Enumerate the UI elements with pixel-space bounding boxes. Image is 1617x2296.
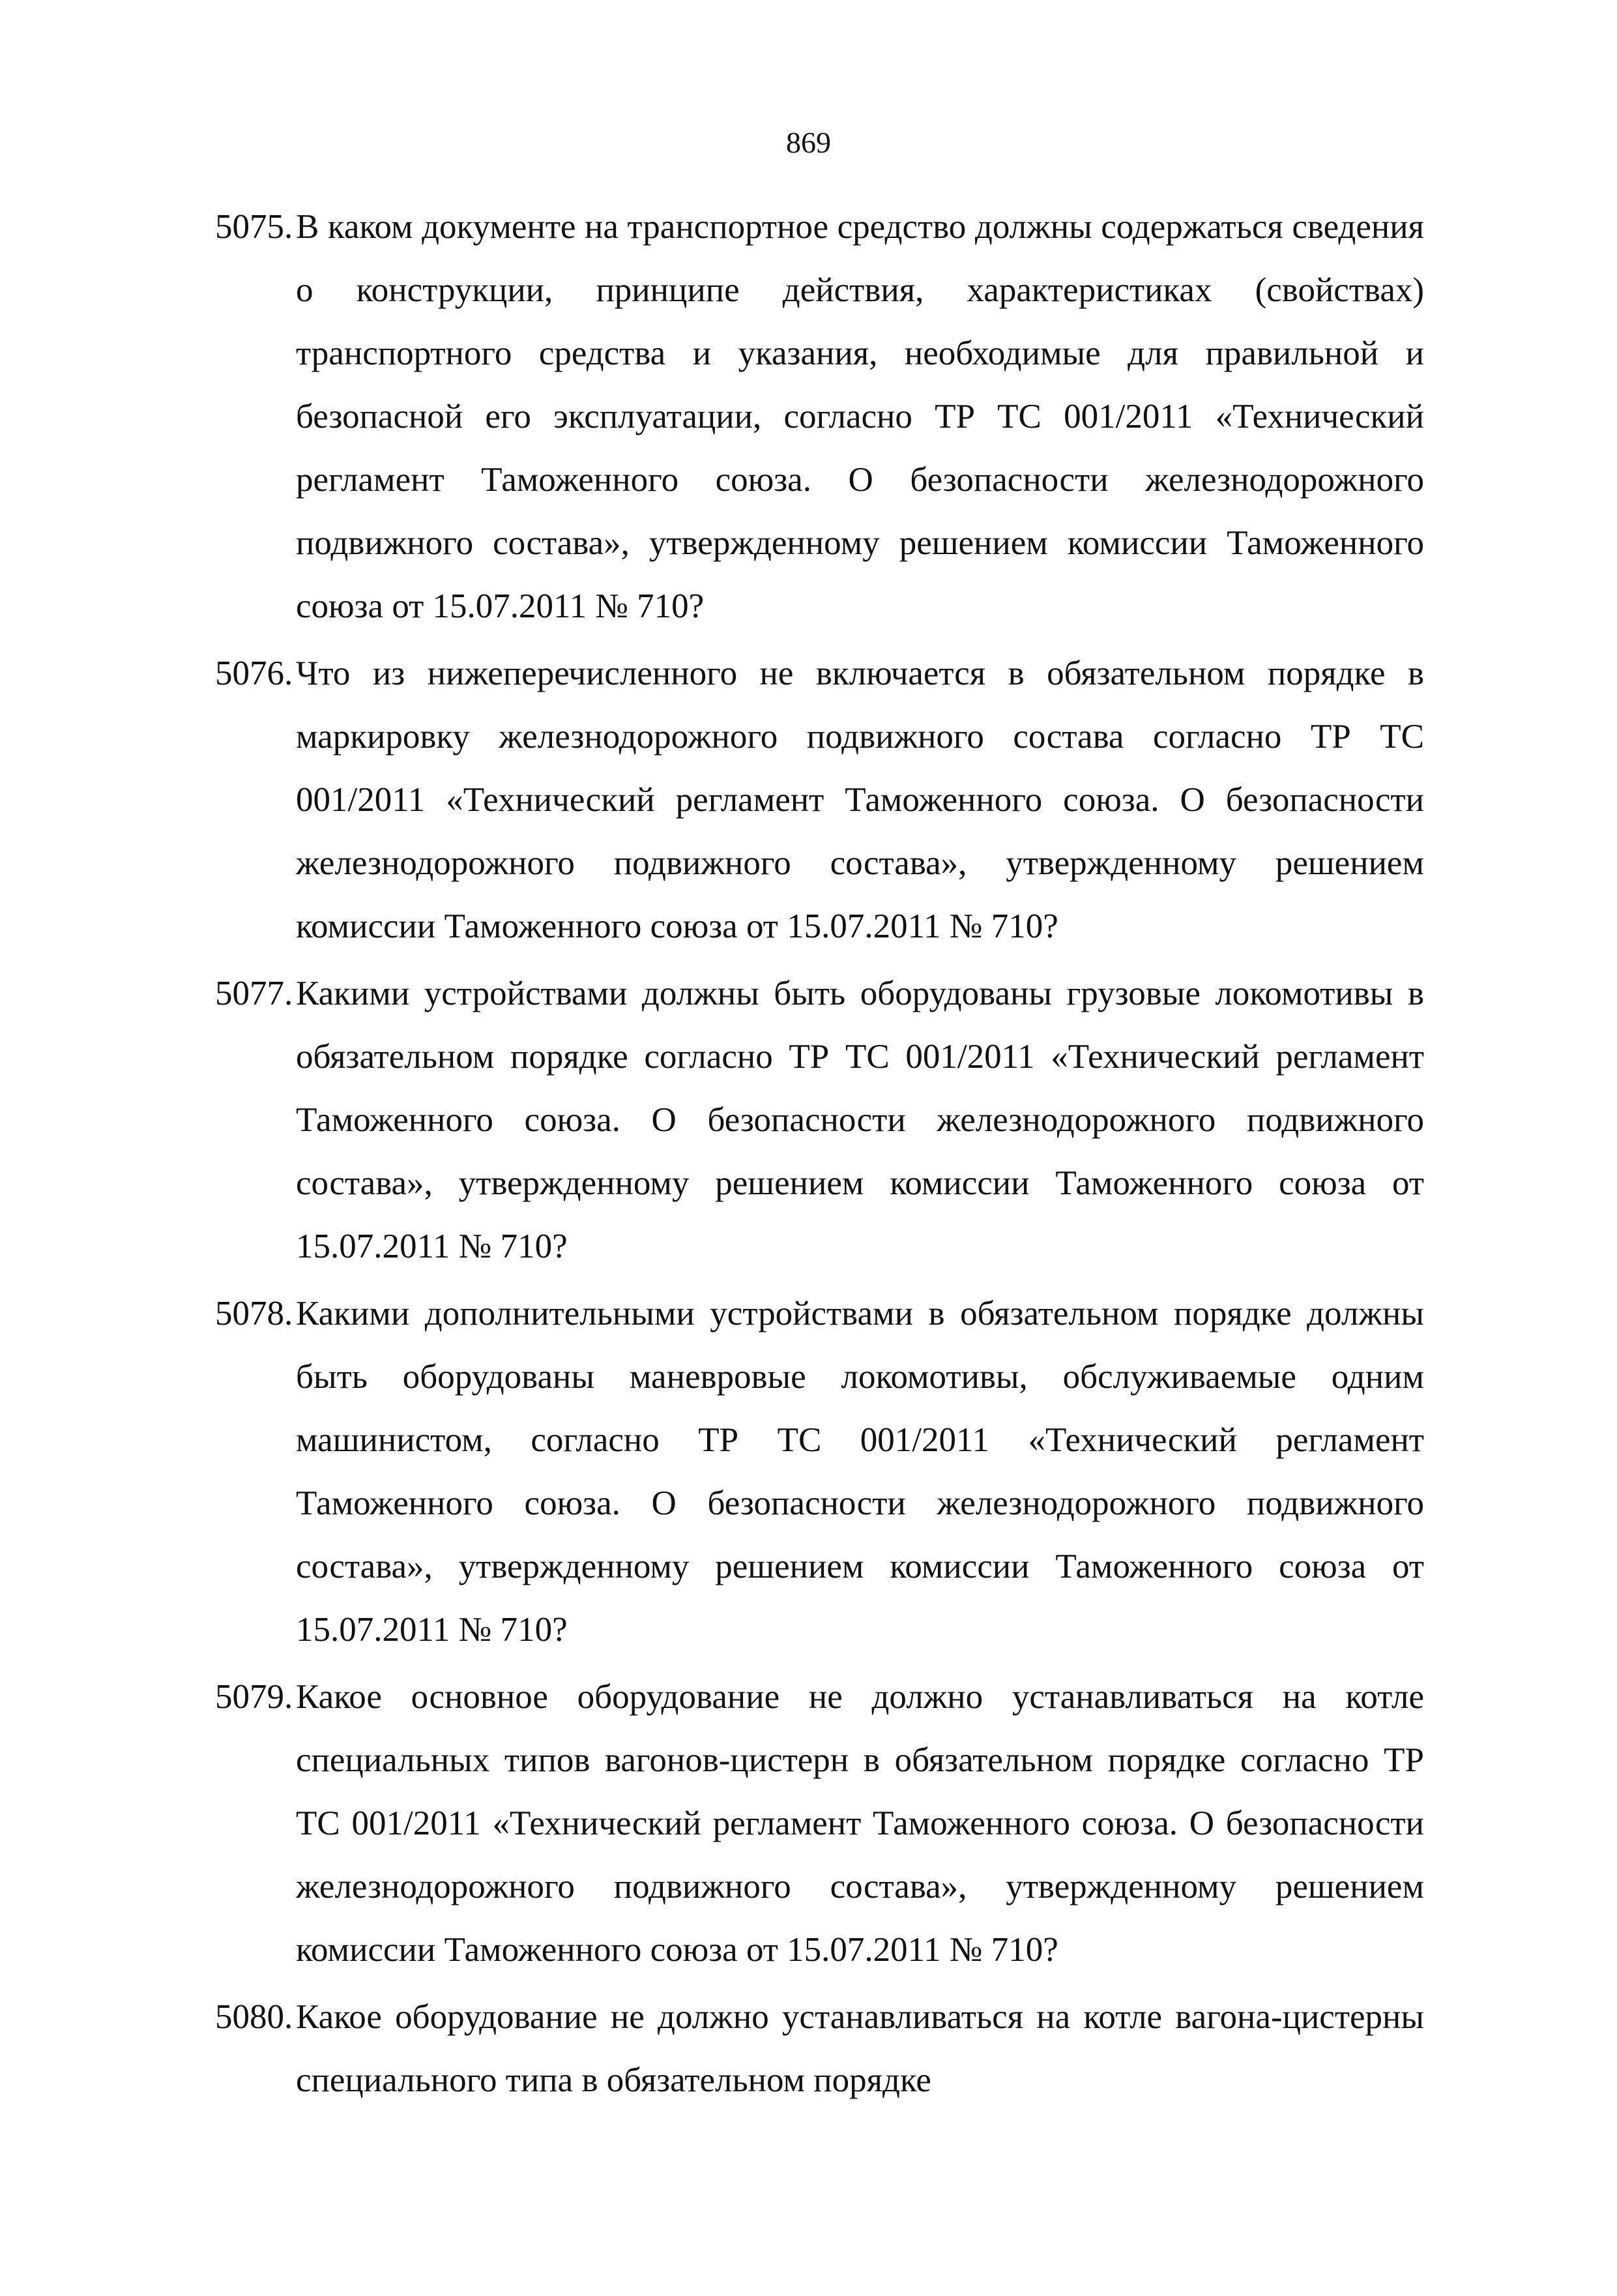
question-text: Какое основное оборудование не должно устанавливаться на котле специальных типов вагонов-цистерн в обязательном порядке согласно ТР ТС 001/2011 «Технический регламент Таможенного союза. О безопасности железнодорожного подвижного состава», утвержденному решением комиссии Таможенного союза от 15.07.2011 № 710? bbox=[296, 1678, 1424, 1969]
question-item bbox=[215, 1282, 1424, 1662]
question-number: 5076. bbox=[215, 655, 293, 692]
question-text: В каком документе на транспортное средство должны содержаться сведения о конструкции, принципе действия, характеристиках (свойствах) транспортного средства и указания, необходимые для правильной и безопасной его эксплуатации, согласно ТР ТС 001/2011 «Технический регламент Таможенного союза. О безопасности железнодорожного подвижного состава», утвержденному решением комиссии Таможенного союза от 15.07.2011 № 710? bbox=[296, 208, 1424, 625]
page-number: 869 bbox=[786, 126, 831, 159]
question-list bbox=[215, 196, 1424, 2116]
question-number: 5075. bbox=[215, 208, 293, 246]
question-item bbox=[215, 642, 1424, 958]
question-item bbox=[215, 1986, 1424, 2112]
question-item bbox=[215, 196, 1424, 638]
question-item bbox=[215, 1666, 1424, 1982]
question-text: Какими устройствами должны быть оборудованы грузовые локомотивы в обязательном порядке согласно ТР ТС 001/2011 «Технический регламент Таможенного союза. О безопасности железнодорожного подвижного состава», утвержденному решением комиссии Таможенного союза от 15.07.2011 № 710? bbox=[296, 975, 1424, 1265]
question-number: 5080. bbox=[215, 1998, 293, 2036]
question-text: Какими дополнительными устройствами в обязательном порядке должны быть оборудованы маневровые локомотивы, обслуживаемые одним машинистом, согласно ТР ТС 001/2011 «Технический регламент Таможенного союза. О безопасности железнодорожного подвижного состава», утвержденному решением комиссии Таможенного союза от 15.07.2011 № 710? bbox=[296, 1295, 1424, 1649]
question-item bbox=[215, 962, 1424, 1278]
question-number: 5077. bbox=[215, 975, 293, 1012]
question-number: 5079. bbox=[215, 1678, 293, 1716]
question-text: Что из нижеперечисленного не включается в обязательном порядке в маркировку железнодорожного подвижного состава согласно ТР ТС 001/2011 «Технический регламент Таможенного союза. О безопасности железнодорожного подвижного состава», утвержденному решением комиссии Таможенного союза от 15.07.2011 № 710? bbox=[296, 655, 1424, 945]
question-number: 5078. bbox=[215, 1295, 293, 1332]
question-text: Какое оборудование не должно устанавливаться на котле вагона-цистерны специального типа в обязательном порядке bbox=[296, 1998, 1424, 2099]
